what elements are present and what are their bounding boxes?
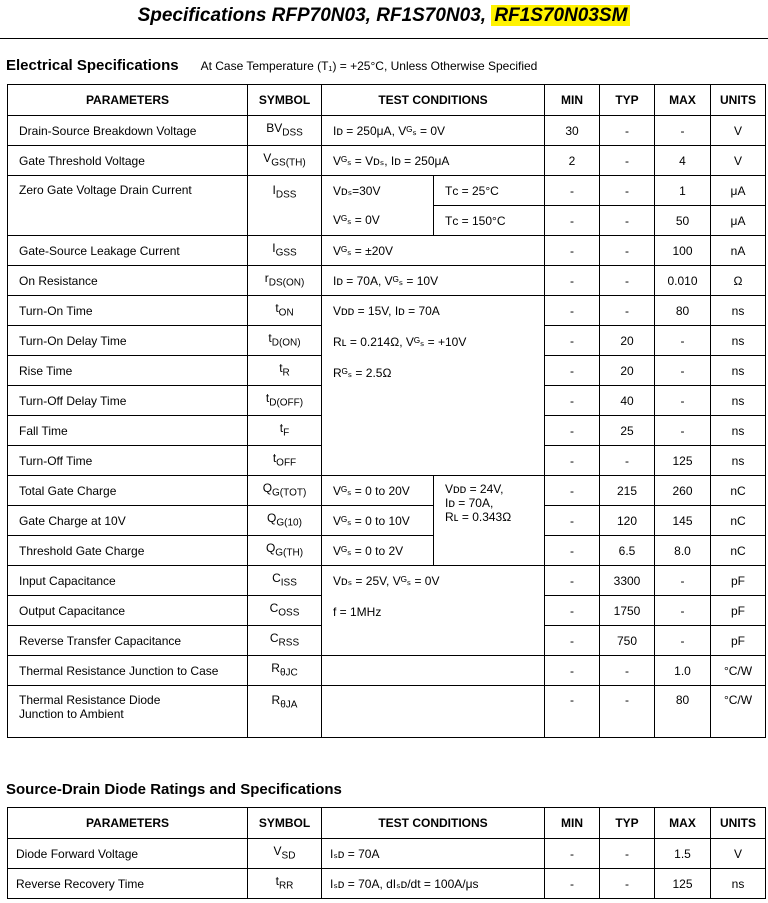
units-cell: μA [711, 176, 766, 206]
param-cell: On Resistance [8, 266, 248, 296]
title-rule [0, 38, 768, 39]
table-row [8, 686, 766, 738]
symbol-cell [248, 446, 322, 476]
symbol-sub: G(TOT) [272, 487, 307, 499]
symbol-sub: ON [278, 307, 294, 319]
units-cell: Ω [711, 266, 766, 296]
units-cell: nC [711, 536, 766, 566]
header-cell: UNITS [711, 85, 766, 116]
min-cell: - [545, 386, 600, 416]
symbol-text: Q [265, 540, 276, 555]
symbol-sub: DSS [282, 127, 303, 139]
min-cell: 2 [545, 146, 600, 176]
typ-cell: - [600, 296, 655, 326]
typ-cell: 3300 [600, 566, 655, 596]
param-cell: Reverse Recovery Time [8, 869, 248, 899]
symbol-text: C [269, 630, 279, 645]
max-cell: 1.0 [655, 656, 711, 686]
min-cell: 30 [545, 116, 600, 146]
max-cell: 1 [655, 176, 711, 206]
symbol-cell [248, 296, 322, 326]
param-cell: Turn-On Delay Time [8, 326, 248, 356]
max-cell: - [655, 626, 711, 656]
typ-cell: - [600, 839, 655, 869]
typ-cell: - [600, 236, 655, 266]
param-cell: Rise Time [8, 356, 248, 386]
symbol-text: C [269, 600, 279, 615]
table-row [8, 146, 766, 176]
typ-cell: - [600, 869, 655, 899]
condition-cell: Vᴳₛ = 0 to 2V [322, 536, 434, 566]
header-cell: TYP [600, 808, 655, 839]
condition-cell: Vᴳₛ = ±20V [322, 236, 545, 266]
symbol-sub: D(OFF) [269, 397, 304, 409]
table-row [8, 536, 766, 566]
table-row [8, 266, 766, 296]
symbol-cell [248, 839, 322, 869]
units-cell: ns [711, 446, 766, 476]
symbol-sub: R [282, 367, 290, 379]
units-cell: pF [711, 626, 766, 656]
title-parts: Specifications RFP70N03, RF1S70N03, [137, 5, 492, 26]
header-cell: SYMBOL [248, 808, 322, 839]
electrical-table [7, 84, 766, 738]
min-cell: - [545, 176, 600, 206]
units-cell: ns [711, 356, 766, 386]
units-cell: °C/W [711, 686, 766, 738]
table-row [8, 656, 766, 686]
condition-line: Vᴅᴅ = 15V, Iᴅ = 70A [333, 304, 440, 318]
symbol-text: Q [267, 510, 277, 525]
diode-section-heading [6, 781, 342, 799]
min-cell: - [545, 566, 600, 596]
symbol-text: I [272, 240, 276, 255]
header-cell: TEST CONDITIONS [322, 808, 545, 839]
min-cell: - [545, 656, 600, 686]
param-line: Junction to Ambient [19, 707, 124, 721]
symbol-cell [248, 566, 322, 596]
symbol-text: t [265, 390, 270, 405]
symbol-text: t [275, 873, 279, 888]
typ-cell: 215 [600, 476, 655, 506]
min-cell: - [545, 596, 600, 626]
max-cell: 145 [655, 506, 711, 536]
symbol-sub: GS(TH) [271, 157, 306, 169]
symbol-sub: θJA [280, 699, 298, 711]
typ-cell: 40 [600, 386, 655, 416]
condition-cell: Vᴳₛ = 0V [322, 206, 434, 236]
param-cell: Gate Threshold Voltage [8, 146, 248, 176]
param-cell: Zero Gate Voltage Drain Current [8, 176, 248, 236]
capacitance-conditions-cell [322, 566, 545, 656]
table-row [8, 116, 766, 146]
symbol-cell [248, 266, 322, 296]
condition-cell [322, 686, 545, 738]
symbol-text: C [272, 570, 281, 585]
typ-cell: - [600, 206, 655, 236]
param-cell [8, 686, 248, 738]
header-cell: MAX [655, 85, 711, 116]
symbol-text: t [279, 360, 283, 375]
param-cell: Turn-Off Delay Time [8, 386, 248, 416]
max-cell: 8.0 [655, 536, 711, 566]
symbol-sub: RSS [278, 637, 300, 649]
symbol-cell [248, 626, 322, 656]
condition-line: Iᴅ = 70A, [445, 496, 494, 510]
max-cell: 260 [655, 476, 711, 506]
param-cell: Total Gate Charge [8, 476, 248, 506]
condition-cell: Iₛᴅ = 70A, dIₛᴅ/dt = 100A/μs [322, 869, 545, 899]
symbol-text: Q [262, 480, 273, 495]
header-cell: MIN [545, 85, 600, 116]
condition-line: f = 1MHz [333, 605, 382, 619]
typ-cell: 20 [600, 356, 655, 386]
header-cell: UNITS [711, 808, 766, 839]
symbol-text: t [272, 450, 277, 465]
max-cell: 80 [655, 686, 711, 738]
header-cell: MAX [655, 808, 711, 839]
min-cell: - [545, 446, 600, 476]
param-cell: Input Capacitance [8, 566, 248, 596]
typ-cell: 20 [600, 326, 655, 356]
typ-cell: - [600, 686, 655, 738]
units-cell: V [711, 146, 766, 176]
condition-line: Rʟ = 0.214Ω, Vᴳₛ = +10V [333, 335, 467, 349]
typ-cell: - [600, 116, 655, 146]
symbol-cell [248, 656, 322, 686]
condition-cell [322, 656, 545, 686]
units-cell: V [711, 839, 766, 869]
symbol-text: BV [266, 120, 283, 135]
units-cell: ns [711, 386, 766, 416]
min-cell: - [545, 686, 600, 738]
symbol-text: t [268, 330, 272, 345]
symbol-text: V [263, 150, 272, 165]
symbol-text: r [264, 270, 269, 285]
min-cell: - [545, 326, 600, 356]
symbol-cell [248, 176, 322, 236]
min-cell: - [545, 476, 600, 506]
table-row [8, 296, 766, 326]
symbol-sub: F [283, 427, 290, 439]
min-cell: - [545, 416, 600, 446]
table-row [8, 566, 766, 596]
min-cell: - [545, 506, 600, 536]
max-cell: 1.5 [655, 839, 711, 869]
condition-cell: Vᴅₛ=30V [322, 176, 434, 206]
param-cell: Threshold Gate Charge [8, 536, 248, 566]
symbol-sub: DSS [275, 189, 297, 201]
header-cell: TYP [600, 85, 655, 116]
typ-cell: 750 [600, 626, 655, 656]
table-row [8, 506, 766, 536]
units-cell: °C/W [711, 656, 766, 686]
condition-cell: Iₛᴅ = 70A [322, 839, 545, 869]
units-cell: ns [711, 326, 766, 356]
param-cell: Gate Charge at 10V [8, 506, 248, 536]
symbol-sub: DS(ON) [268, 277, 305, 289]
table-row [8, 236, 766, 266]
min-cell: - [545, 626, 600, 656]
min-cell: - [545, 869, 600, 899]
typ-cell: - [600, 146, 655, 176]
units-cell: nA [711, 236, 766, 266]
page-title [0, 2, 768, 30]
typ-cell: 1750 [600, 596, 655, 626]
condition-cell: Iᴅ = 70A, Vᴳₛ = 10V [322, 266, 545, 296]
symbol-cell [248, 686, 322, 738]
condition-cell: Vᴳₛ = 0 to 10V [322, 506, 434, 536]
symbol-cell [248, 146, 322, 176]
param-cell: Turn-Off Time [8, 446, 248, 476]
table-header-row [8, 808, 766, 839]
units-cell: ns [711, 869, 766, 899]
units-cell: ns [711, 416, 766, 446]
symbol-cell [248, 596, 322, 626]
min-cell: - [545, 536, 600, 566]
symbol-cell [248, 116, 322, 146]
symbol-cell [248, 476, 322, 506]
header-cell: PARAMETERS [8, 85, 248, 116]
symbol-text: t [275, 300, 279, 315]
param-cell: Turn-On Time [8, 296, 248, 326]
symbol-sub: OFF [276, 457, 297, 469]
diode-table [7, 807, 766, 899]
units-cell: μA [711, 206, 766, 236]
param-cell: Diode Forward Voltage [8, 839, 248, 869]
symbol-sub: θJC [279, 667, 298, 679]
typ-cell: - [600, 176, 655, 206]
table-row [8, 476, 766, 506]
symbol-cell [248, 506, 322, 536]
typ-cell: 6.5 [600, 536, 655, 566]
param-cell: Drain-Source Breakdown Voltage [8, 116, 248, 146]
gate-charge-conditions-cell [434, 476, 545, 566]
symbol-text: V [273, 843, 282, 858]
param-cell: Thermal Resistance Junction to Case [8, 656, 248, 686]
condition-cell: Vᴳₛ = Vᴅₛ, Iᴅ = 250μA [322, 146, 545, 176]
title-highlight: RF1S70N03SM [491, 5, 630, 26]
header-cell: PARAMETERS [8, 808, 248, 839]
symbol-sub: ISS [280, 577, 297, 589]
param-cell: Reverse Transfer Capacitance [8, 626, 248, 656]
symbol-cell [248, 416, 322, 446]
symbol-sub: GSS [275, 247, 297, 259]
param-line: Thermal Resistance Diode [19, 693, 161, 707]
max-cell: 0.010 [655, 266, 711, 296]
symbol-sub: OSS [278, 607, 300, 619]
param-cell: Fall Time [8, 416, 248, 446]
max-cell: - [655, 566, 711, 596]
condition-line: Vᴅᴅ = 24V, [445, 482, 504, 496]
typ-cell: - [600, 656, 655, 686]
max-cell: 100 [655, 236, 711, 266]
symbol-cell [248, 236, 322, 266]
condition-cell: Iᴅ = 250μA, Vᴳₛ = 0V [322, 116, 545, 146]
max-cell: - [655, 386, 711, 416]
max-cell: - [655, 416, 711, 446]
header-cell: TEST CONDITIONS [322, 85, 545, 116]
table-header-row [8, 85, 766, 116]
symbol-text: R [271, 693, 281, 707]
min-cell: - [545, 296, 600, 326]
units-cell: nC [711, 476, 766, 506]
max-cell: 80 [655, 296, 711, 326]
electrical-section-heading [6, 57, 537, 75]
condition-line: Vᴅₛ = 25V, Vᴳₛ = 0V [333, 574, 440, 588]
symbol-sub: D(ON) [271, 337, 301, 349]
table-row [8, 839, 766, 869]
max-cell: - [655, 326, 711, 356]
symbol-cell [248, 536, 322, 566]
units-cell: ns [711, 296, 766, 326]
symbol-cell [248, 356, 322, 386]
symbol-sub: RR [278, 880, 294, 892]
header-cell: MIN [545, 808, 600, 839]
diode-heading: Source-Drain Diode Ratings and Specifications [6, 781, 342, 798]
typ-cell: 120 [600, 506, 655, 536]
typ-cell: - [600, 446, 655, 476]
min-cell: - [545, 206, 600, 236]
max-cell: 50 [655, 206, 711, 236]
symbol-sub: G(TH) [275, 547, 304, 559]
symbol-cell [248, 326, 322, 356]
header-cell: SYMBOL [248, 85, 322, 116]
table-row [8, 176, 766, 206]
min-cell: - [545, 356, 600, 386]
min-cell: - [545, 236, 600, 266]
electrical-heading: Electrical Specifications [6, 57, 179, 74]
typ-cell: - [600, 266, 655, 296]
max-cell: 125 [655, 869, 711, 899]
symbol-cell [248, 386, 322, 416]
units-cell: pF [711, 596, 766, 626]
symbol-text: I [272, 183, 276, 197]
symbol-sub: SD [281, 850, 296, 862]
condition-line: Rᴳₛ = 2.5Ω [333, 366, 392, 380]
switching-conditions-cell [322, 296, 545, 476]
max-cell: - [655, 596, 711, 626]
max-cell: - [655, 116, 711, 146]
param-cell: Output Capacitance [8, 596, 248, 626]
min-cell: - [545, 839, 600, 869]
condition-cell: Vᴳₛ = 0 to 20V [322, 476, 434, 506]
units-cell: pF [711, 566, 766, 596]
units-cell: nC [711, 506, 766, 536]
min-cell: - [545, 266, 600, 296]
typ-cell: 25 [600, 416, 655, 446]
max-cell: 4 [655, 146, 711, 176]
electrical-note: At Case Temperature (T₁) = +25°C, Unless Otherwise Specified [200, 59, 538, 73]
condition-cell: Tᴄ = 150°C [434, 206, 545, 236]
symbol-cell [248, 869, 322, 899]
param-cell: Gate-Source Leakage Current [8, 236, 248, 266]
condition-cell: Tᴄ = 25°C [434, 176, 545, 206]
units-cell: V [711, 116, 766, 146]
max-cell: 125 [655, 446, 711, 476]
symbol-text: R [271, 660, 280, 675]
table-row [8, 869, 766, 899]
symbol-sub: G(10) [276, 517, 302, 529]
max-cell: - [655, 356, 711, 386]
condition-line: Rʟ = 0.343Ω [445, 510, 512, 524]
symbol-text: t [279, 420, 284, 435]
